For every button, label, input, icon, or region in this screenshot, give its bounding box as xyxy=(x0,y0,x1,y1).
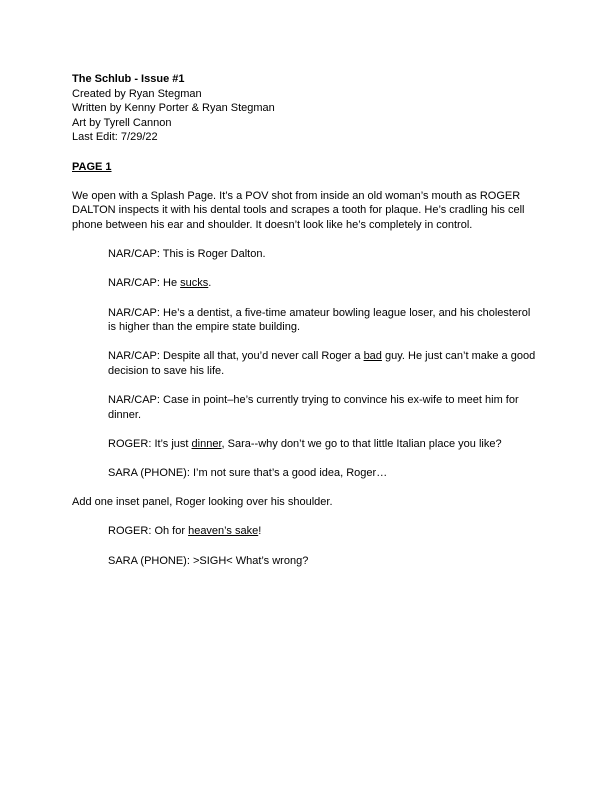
created-by: Created by Ryan Stegman xyxy=(72,87,202,100)
caption-line: NAR/CAP: He’s a dentist, a five-time amateur bowling league loser, and his cholesterol is higher than the empire state building. xyxy=(108,306,531,334)
emphasis-text: sucks xyxy=(180,277,209,290)
emphasis-text: heaven’s sake xyxy=(188,525,259,538)
caption-text: guy. He just can’t make a good decision to save his life. xyxy=(108,350,536,377)
dialogue-line: SARA (PHONE): >SIGH< What’s wrong? xyxy=(108,554,309,567)
emphasis-text: bad xyxy=(363,350,382,363)
caption-text: NAR/CAP: He xyxy=(108,277,181,290)
dialogue-text: ROGER: Oh for xyxy=(108,525,189,538)
script-content xyxy=(72,72,540,568)
dialogue-text: ROGER: It’s just xyxy=(108,437,192,450)
page-heading: PAGE 1 xyxy=(72,160,112,173)
caption-line xyxy=(108,349,540,378)
panel-description: Add one inset panel, Roger looking over his shoulder. xyxy=(72,496,333,509)
art-by: Art by Tyrell Cannon xyxy=(72,116,172,129)
caption-line: NAR/CAP: This is Roger Dalton. xyxy=(108,248,266,261)
dialogue-line xyxy=(108,524,540,539)
caption-text: . xyxy=(208,277,212,290)
last-edit: Last Edit: 7/29/22 xyxy=(72,131,158,144)
panel-description: We open with a Splash Page. It’s a POV shot from inside an old woman’s mouth as ROGER DALTON inspects it with his dental tools and scrapes a tooth for plaque. He’s cradling his cell phone between his ear and shoulder. It doesn’t look like he’s completely in control. xyxy=(72,189,525,231)
caption-text: NAR/CAP: Despite all that, you’d never call Roger a xyxy=(108,350,364,363)
caption-line xyxy=(108,276,540,291)
dialogue-line: SARA (PHONE): I’m not sure that’s a good idea, Roger… xyxy=(108,467,388,480)
written-by: Written by Kenny Porter & Ryan Stegman xyxy=(72,102,275,115)
dialogue-text: ! xyxy=(258,525,262,538)
script-title: The Schlub - Issue #1 xyxy=(72,73,185,85)
emphasis-text: dinner xyxy=(191,437,222,450)
dialogue-line xyxy=(108,437,540,452)
dialogue-text: , Sara--why don’t we go to that little Italian place you like? xyxy=(221,437,502,450)
caption-line: NAR/CAP: Case in point–he’s currently trying to convince his ex-wife to meet him for dinner. xyxy=(108,394,519,421)
